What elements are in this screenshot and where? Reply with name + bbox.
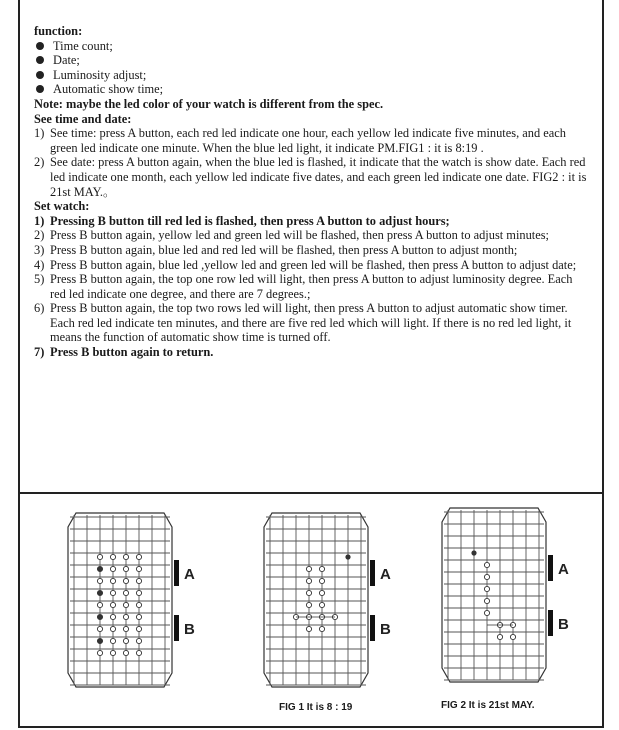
function-item: Luminosity adjust; [34,68,589,83]
led [510,634,515,639]
function-item: Time count; [34,39,589,54]
led [123,638,128,643]
see-heading: See time and date: [34,111,132,126]
led [123,578,128,583]
see-list [34,126,589,199]
led [136,638,141,643]
led [97,614,102,619]
led [319,578,324,583]
fig2-caption: FIG 2 It is 21st MAY. [441,700,535,711]
bullet-icon [36,42,44,50]
led [123,614,128,619]
led [306,602,311,607]
function-list [34,39,589,97]
led [136,554,141,559]
led [136,590,141,595]
button-a-icon [548,555,553,581]
list-item: 2) Press B button again, yellow led and green led will be flashed, then press A button to adjust minutes; [34,228,549,243]
function-heading: function: [34,24,83,38]
led [319,566,324,571]
led [471,550,476,555]
led [123,566,128,571]
led [97,626,102,631]
led [484,574,489,579]
led [110,566,115,571]
list-item: 1) See time: press A button, each red led indicate one hour, each yellow led indicate five minutes, and each green led indicate one minute. When the blue led light, it indicate PM.FIG1 : it is 8:19 . [34,126,566,155]
bullet-icon [36,85,44,93]
led [136,566,141,571]
button-b-icon [174,615,179,641]
led [97,650,102,655]
function-item: Date; [34,53,589,68]
led [123,590,128,595]
button-a-icon [174,560,179,586]
led [136,614,141,619]
led [484,598,489,603]
led [136,626,141,631]
instructions-text [34,24,589,360]
led [110,602,115,607]
list-item: 2) See date: press A button again, when the blue led is flashed, it indicate that the watch is show date. Each red led indicate one month, each yellow led indicate five dates, and each green led indicate one date. FIG2 : it is 21st MAY.。 [34,155,587,199]
button-b-label: B [558,616,569,633]
button-a-icon [370,560,375,586]
watch-diagram-2 [440,500,580,690]
led [306,578,311,583]
list-item: 3) Press B button again, blue led and red led will be flashed, then press A button to adjust month; [34,242,518,257]
led [136,650,141,655]
watch-figure-blank [66,505,206,695]
list-item: 1) Pressing B button till red led is flashed, then press A button to adjust hours; [34,213,450,228]
set-list [34,214,589,360]
led [123,602,128,607]
led [345,554,350,559]
led [97,578,102,583]
led [110,614,115,619]
led [97,566,102,571]
led [97,638,102,643]
led [123,626,128,631]
led [110,590,115,595]
button-b-label: B [380,621,391,638]
function-item: Automatic show time; [34,82,589,97]
list-item: 4) Press B button again, blue led ,yellow led and green led will be flashed, then press A button to adjust date; [34,257,577,272]
led [110,626,115,631]
led [319,626,324,631]
list-item: 6) Press B button again, the top two rows led will light, then press A button to adjust automatic show timer. Each red led indicate ten minutes, and there are five red led which will light. If there is no red led light, it means the function of automatic show time is turned off. [34,301,572,345]
led [110,554,115,559]
button-a-label: A [184,566,195,583]
led [110,650,115,655]
led [306,626,311,631]
button-b-icon [548,610,553,636]
led [484,586,489,591]
led [497,634,502,639]
led [110,638,115,643]
watch-diagram-1 [262,505,402,695]
led [319,590,324,595]
led [306,590,311,595]
led [484,562,489,567]
list-item: 7) Press B button again to return. [34,345,214,360]
watch-figure-2 [440,500,580,690]
fig1-caption: FIG 1 It is 8 : 19 [279,702,353,713]
led [136,578,141,583]
section-divider [18,492,604,494]
led [306,566,311,571]
button-b-icon [370,615,375,641]
button-b-label: B [184,621,195,638]
led [484,610,489,615]
watch-figure-1 [262,505,402,695]
led [97,554,102,559]
button-a-label: A [558,561,569,578]
list-item: 5) Press B button again, the top one row led will light, then press A button to adjust luminosity degree. Each red led indicate one degree, and there are 7 degrees.; [34,272,573,301]
led [123,650,128,655]
bullet-icon [36,71,44,79]
set-heading: Set watch: [34,199,90,214]
watch-diagram-0 [66,505,206,695]
led [97,590,102,595]
led [319,602,324,607]
led [97,602,102,607]
button-a-label: A [380,566,391,583]
bullet-icon [36,56,44,64]
led [123,554,128,559]
led [110,578,115,583]
led [136,602,141,607]
note-text: Note: maybe the led color of your watch is different from the spec. [34,96,384,111]
